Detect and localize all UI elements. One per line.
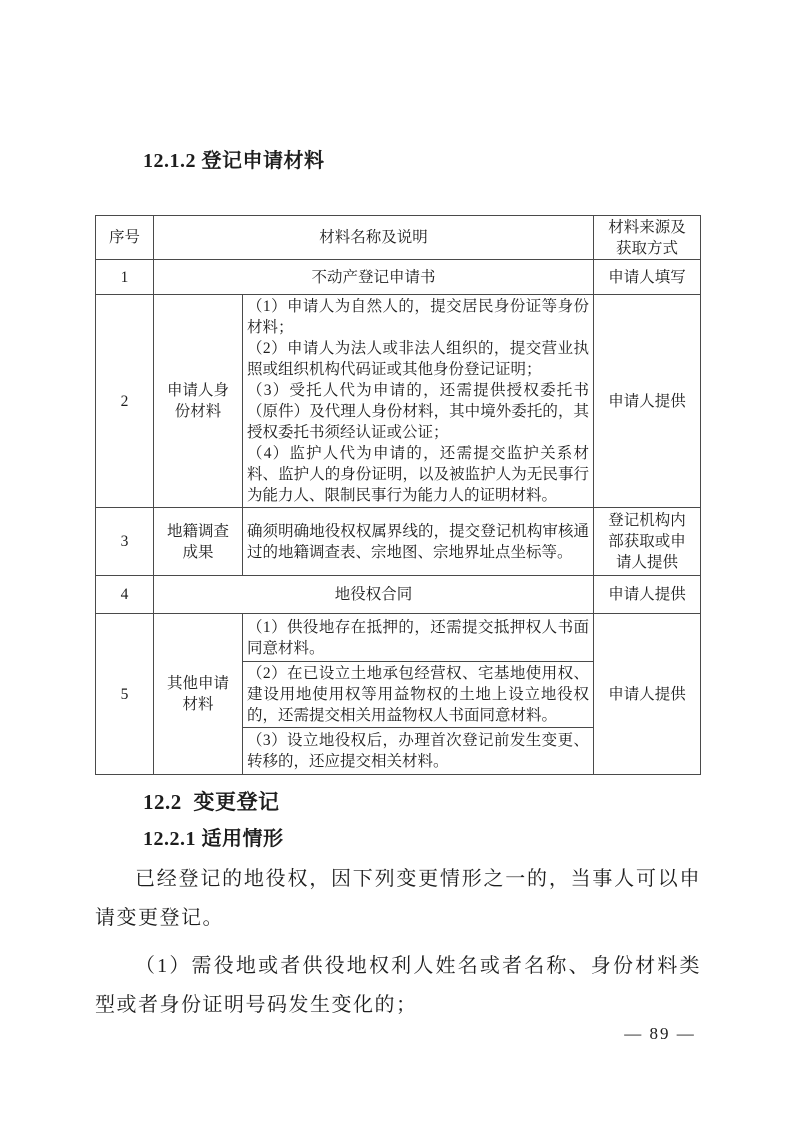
table-row xyxy=(96,508,701,576)
header-cell-source: 材料来源及获取方式 xyxy=(594,216,701,260)
row5-source: 申请人提供 xyxy=(594,614,701,775)
row2-desc-item-4: （4）监护人代为申请的，还需提交监护关系材料、监护人的身份证明，以及被监护人为无民事行为能力人、限制民事行为能力人的证明材料。 xyxy=(247,445,590,504)
header-cell-no: 序号 xyxy=(96,216,154,260)
row5-desc-item-1: （1）供役地存在抵押的，还需提交抵押权人书面同意材料。 xyxy=(243,614,594,662)
row3-no: 3 xyxy=(96,508,154,576)
row3-description: 确须明确地役权权属界线的，提交登记机构审核通过的地籍调查表、宗地图、宗地界址点坐标等。 xyxy=(243,508,594,576)
materials-table xyxy=(95,215,701,775)
row4-source: 申请人提供 xyxy=(594,576,701,614)
section-heading-12-2-1: 12.2.1 适用情形 xyxy=(143,828,284,850)
header-cell-name-desc: 材料名称及说明 xyxy=(154,216,594,260)
row2-name: 申请人身份材料 xyxy=(154,295,243,508)
table-row xyxy=(96,260,701,295)
row5-no: 5 xyxy=(96,614,154,775)
table-row xyxy=(96,295,701,508)
row2-description xyxy=(243,295,594,508)
row2-desc-item-3: （3）受托人代为申请的，还需提供授权委托书（原件）及代理人身份材料，其中境外委托的，其授权委托书须经认证或公证； xyxy=(247,382,590,441)
row1-no: 1 xyxy=(96,260,154,295)
table-row xyxy=(96,614,701,662)
body-paragraph: （1）需役地或者供役地权利人姓名或者名称、身份材料类型或者身份证明号码发生变化的； xyxy=(95,955,701,1016)
row1-source: 申请人填写 xyxy=(594,260,701,295)
row4-name: 地役权合同 xyxy=(154,576,594,614)
section-heading-12-1-2: 12.1.2 登记申请材料 xyxy=(143,150,325,172)
row3-source: 登记机构内部获取或申请人提供 xyxy=(594,508,701,576)
table-header-row xyxy=(96,216,701,260)
row3-name: 地籍调查成果 xyxy=(154,508,243,576)
row2-desc-item-2: （2）申请人为法人或非法人组织的，提交营业执照或组织机构代码证或其他身份登记证明； xyxy=(247,340,590,378)
row2-source: 申请人提供 xyxy=(594,295,701,508)
row5-desc-item-2: （2）在已设立土地承包经营权、宅基地使用权、建设用地使用权等用益物权的土地上设立地役权的，还需提交相关用益物权人书面同意材料。 xyxy=(243,662,594,728)
table-row xyxy=(96,576,701,614)
row5-name: 其他申请材料 xyxy=(154,614,243,775)
row1-name: 不动产登记申请书 xyxy=(154,260,594,295)
row2-desc-item-1: （1）申请人为自然人的，提交居民身份证等身份材料； xyxy=(247,298,590,336)
row2-no: 2 xyxy=(96,295,154,508)
page-content xyxy=(95,148,701,1025)
body-paragraph: 已经登记的地役权，因下列变更情形之一的，当事人可以申请变更登记。 xyxy=(95,868,701,929)
row4-no: 4 xyxy=(96,576,154,614)
page-number: — 89 — xyxy=(624,1024,696,1043)
section-heading-12-2: 12.2 变更登记 xyxy=(143,790,280,814)
row5-desc-item-3: （3）设立地役权后，办理首次登记前发生变更、转移的，还应提交相关材料。 xyxy=(243,728,594,775)
